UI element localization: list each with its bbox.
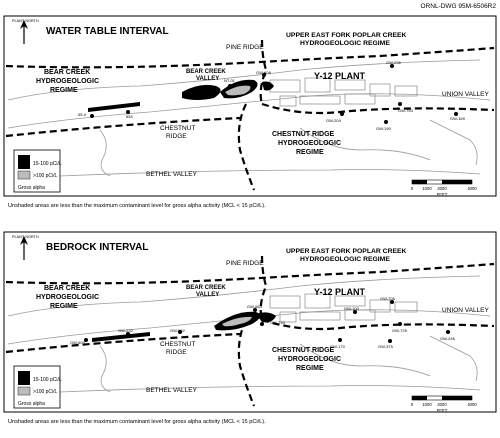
valley-road [8,94,490,128]
well-marker-icon [340,112,344,116]
drawing-number: ORNL-DWG 95M-6506R2 [420,3,496,10]
scale-tick-label: 4000 [467,402,477,407]
scale-tick-label: 1000 [422,186,432,191]
legend [14,150,62,192]
well-label: GW-170 [330,344,345,349]
south-boundary-west [6,118,240,136]
plant-building [345,310,375,320]
well-label: GW-109 [256,70,271,75]
scale-bar [411,396,477,413]
scale-tick-label: 0 [410,186,414,191]
label-chestnut-ridge: RIDGE [166,349,187,356]
regime-boundaries [6,256,494,406]
scale-tick-label: 0 [410,402,414,407]
chestnut-ridge-boundary [239,320,494,406]
well-label: GW-232 [118,328,133,333]
label-bethel-valley: BETHEL VALLEY [146,387,197,394]
label-y12-plant: Y-12 PLANT [314,287,366,297]
well-marker-icon [398,322,402,326]
legend-title: Gross alpha [18,401,45,407]
well-label: 55-4 [78,112,87,117]
north-arrow-label: PLANT NORTH [12,235,39,239]
well-label: GW-725 [392,328,407,333]
legend-swatch-high [18,371,30,385]
label-chestnut-ridge: CHESTNUT [160,341,196,348]
panel-footnote: Unshaded areas are less than the maximum contaminant level for gross alpha activity (MCL < 15 pCi/L). [8,419,266,425]
label-bear-creek-valley: BEAR CREEK [186,69,226,75]
label-pine-ridge: PINE RIDGE [226,260,264,267]
label-chestnut-ridge-regime: CHESTNUT RIDGE [272,131,335,138]
plant-building [335,296,365,306]
label-bear-creek-valley: VALLEY [196,292,220,298]
label-bethel-valley: BETHEL VALLEY [146,171,197,178]
legend-label: >100 pCi/L [33,173,58,179]
well-label: GW-100 [344,306,359,311]
well-marker-icon [388,339,392,343]
well-label: GW-190 [376,126,391,131]
scale-unit: FEET [436,408,448,413]
plume-high [88,102,140,112]
label-chestnut-ridge: RIDGE [166,133,187,140]
east-creek [430,336,477,381]
panel-water-table-interval [4,16,496,209]
east-creek [430,120,477,165]
well-label: GW-204 [326,118,341,123]
well-marker-icon [90,114,94,118]
panel-title: BEDROCK INTERVAL [46,242,149,253]
legend-swatch-high [18,155,30,169]
plant-building [270,80,300,92]
plant-building [300,96,340,104]
north-arrow-icon [20,236,28,260]
scale-bar-segment [442,180,472,184]
well-label: GW-246 [440,336,455,341]
label-bear-creek-regime: BEAR CREEK [44,69,91,76]
well-label: NT-01 [224,78,235,83]
plume-high [182,85,221,100]
well-label: GW-605 [70,340,85,345]
well-label: GW-684 [247,304,262,309]
label-union-valley: UNION VALLEY [442,307,489,314]
well-label: GW-733 [270,320,285,325]
well-label: GW-562 [170,328,185,333]
scale-bar [411,180,477,197]
label-y12-plant: Y-12 PLANT [314,71,366,81]
label-bear-creek-regime: BEAR CREEK [44,285,91,292]
well-marker-icon [228,84,232,88]
legend [14,366,62,408]
label-upper-east-fork-regime: UPPER EAST FORK POPLAR CREEK [286,248,407,255]
label-chestnut-ridge-regime: REGIME [296,149,324,156]
panel-frame [4,16,496,196]
well-label: GW-753 [398,108,413,113]
label-upper-east-fork-regime: HYDROGEOLOGIC REGIME [300,40,390,47]
well-marker-icon [398,102,402,106]
plant-building [300,312,340,320]
well-label: GW-169 [450,116,465,121]
well-marker-icon [338,338,342,342]
plant-building [335,80,365,90]
label-upper-east-fork-regime: UPPER EAST FORK POPLAR CREEK [286,32,407,39]
north-arrow-icon [20,20,28,44]
well-marker-icon [384,120,388,124]
legend-swatch-moderate [18,387,30,395]
scale-tick-label: 2000 [437,186,447,191]
label-bear-creek-regime: REGIME [50,87,78,94]
well-marker-icon [446,330,450,334]
scale-tick-label: 2000 [437,402,447,407]
legend-label: 15-100 pCi/L [33,377,62,383]
label-upper-east-fork-regime: HYDROGEOLOGIC REGIME [300,256,390,263]
panel-title: WATER TABLE INTERVAL [46,26,169,37]
scale-bar-segment [412,396,427,400]
bethel-road [60,386,480,393]
label-bear-creek-regime: REGIME [50,303,78,310]
well-label: GW-236 [386,60,401,65]
legend-label: >100 pCi/L [33,389,58,395]
bethel-road [60,170,480,177]
label-chestnut-ridge-regime: HYDROGEOLOGIC [278,140,342,147]
north-arrow-label: PLANT NORTH [12,19,39,23]
chestnut-road-west [100,130,110,176]
label-bear-creek-valley: BEAR CREEK [186,285,226,291]
label-chestnut-ridge: CHESTNUT [160,125,196,132]
plant-building [345,94,375,104]
legend-title: Gross alpha [18,185,45,191]
panel-footnote: Unshaded areas are less than the maximum contaminant level for gross alpha activity (MCL < 15 pCi/L). [8,203,266,209]
label-bear-creek-valley: VALLEY [196,76,220,82]
label-chestnut-ridge-regime: REGIME [296,365,324,372]
scale-bar-segment [442,396,472,400]
plume-high [262,82,274,91]
well-label: GW-706 [380,296,395,301]
well-marker-icon [260,322,264,326]
y12-plant-buildings [270,78,417,106]
label-bear-creek-regime: HYDROGEOLOGIC [36,294,100,301]
contamination-plumes [88,80,274,112]
scale-unit: FEET [436,192,448,197]
plant-building [270,296,300,308]
well-label: GW-375 [378,344,393,349]
label-union-valley: UNION VALLEY [442,91,489,98]
scale-tick-label: 4000 [467,186,477,191]
chestnut-road-west [100,346,110,392]
scale-bar-segment [412,180,427,184]
label-pine-ridge: PINE RIDGE [226,44,264,51]
panel-bedrock-interval [4,232,496,425]
well-label: 554 [126,114,133,119]
legend-label: 15-100 pCi/L [33,161,62,167]
scale-tick-label: 1000 [422,402,432,407]
label-bear-creek-regime: HYDROGEOLOGIC [36,78,100,85]
legend-swatch-moderate [18,171,30,179]
label-chestnut-ridge-regime: HYDROGEOLOGIC [278,356,342,363]
label-chestnut-ridge-regime: CHESTNUT RIDGE [272,347,335,354]
